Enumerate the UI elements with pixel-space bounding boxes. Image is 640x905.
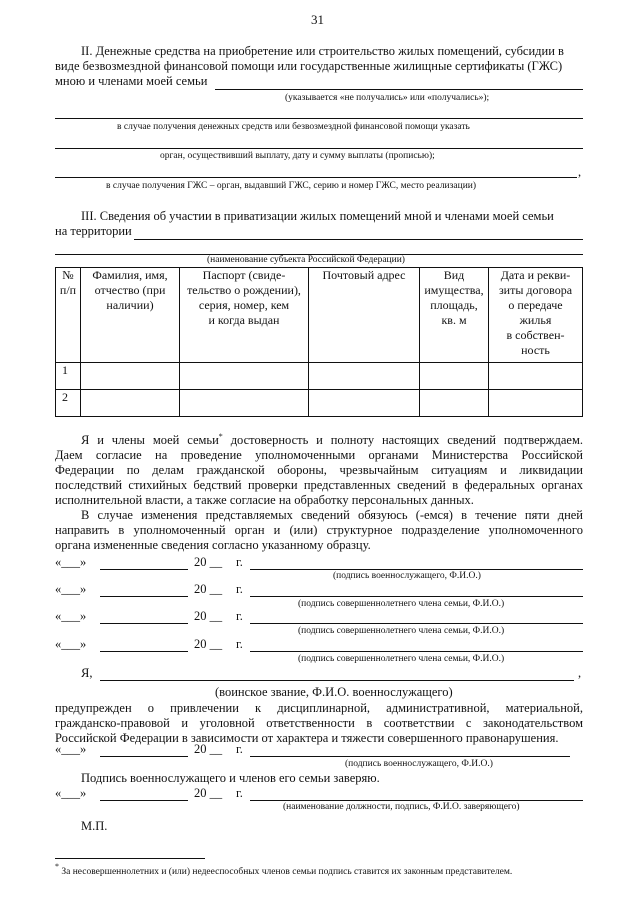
sig2-caption: (подпись совершеннолетнего члена семьи, Ф.И.О.): [298, 599, 505, 609]
section2-hint1: (указывается «не получались» или «получались»);: [285, 93, 490, 103]
section2-end-comma: ,: [578, 165, 582, 179]
row-number: 2: [56, 390, 81, 417]
footnote-star: *: [55, 862, 59, 871]
quote-open: «: [55, 555, 62, 569]
day-blank[interactable]: ___: [61, 742, 80, 756]
header-number: [56, 268, 81, 363]
section2-line3: мною и членами моей семьи: [55, 74, 208, 88]
header-passport-l1: Паспорт (свиде-: [202, 268, 286, 282]
sig1-signature-field[interactable]: [250, 569, 583, 570]
confirm-line1: [81, 433, 583, 448]
year-prefix: 20: [194, 786, 207, 800]
header-contract-l6: ность: [521, 343, 550, 357]
sig6-year: [194, 786, 222, 801]
quote-close: »: [80, 786, 87, 800]
sig1-month-field[interactable]: [100, 569, 188, 570]
footnote-marker: *: [218, 432, 223, 441]
sig6-month-field[interactable]: [100, 800, 188, 801]
quote-open: «: [55, 582, 62, 596]
header-contract-l4: жилья: [519, 313, 552, 327]
day-blank[interactable]: ___: [61, 637, 80, 651]
sig6-date: [55, 786, 86, 801]
header-passport-l4: и когда выдан: [208, 313, 280, 327]
table-cell[interactable]: [489, 390, 583, 417]
confirm-line1a: Я и члены моей семьи: [81, 433, 219, 447]
sig5-date: [55, 742, 86, 757]
header-property-l4: кв. м: [441, 313, 467, 327]
change-line1: В случае изменения представляемых сведений обязуюсь (-емся) в течение пяти дней: [81, 508, 583, 522]
day-blank[interactable]: ___: [61, 582, 80, 596]
quote-close: »: [80, 742, 87, 756]
sig4-month-field[interactable]: [100, 651, 188, 652]
sig6-signature-field[interactable]: [250, 800, 583, 801]
sig2-year: [194, 582, 222, 597]
sig2-month-field[interactable]: [100, 596, 188, 597]
section2-line-field-2[interactable]: [55, 118, 583, 119]
sig1-g: г.: [236, 555, 243, 569]
sig6-g: г.: [236, 786, 243, 800]
section3-hint: (наименование субъекта Российской Федерации): [207, 255, 405, 265]
stamp-place: М.П.: [81, 819, 108, 833]
section2-line-field-3[interactable]: [55, 148, 583, 149]
page-number: 31: [311, 12, 324, 27]
warning-ya: Я,: [81, 666, 93, 680]
sig2-g: г.: [236, 582, 243, 596]
table-cell[interactable]: [81, 390, 180, 417]
sig1-caption: (подпись военнослужащего, Ф.И.О.): [333, 571, 481, 581]
header-contract-l3: о передаче: [508, 298, 563, 312]
header-property: [420, 268, 489, 363]
sig3-month-field[interactable]: [100, 623, 188, 624]
sig5-g: г.: [236, 742, 243, 756]
year-blank[interactable]: __: [209, 637, 223, 651]
year-prefix: 20: [194, 582, 207, 596]
sig3-signature-field[interactable]: [250, 623, 583, 624]
warning-comma: ,: [578, 666, 582, 680]
quote-close: »: [80, 637, 87, 651]
table-row: [56, 363, 583, 390]
section2-line2: виде безвозмездной финансовой помощи или государственные жилищные сертификаты (ГЖС): [55, 59, 563, 73]
received-field[interactable]: [215, 89, 583, 90]
day-blank[interactable]: ___: [61, 609, 80, 623]
warning-line3: Российской Федерации в зависимости от характера и тяжести совершенного правонарушения.: [55, 731, 559, 745]
sig3-caption: (подпись совершеннолетнего члена семьи, Ф.И.О.): [298, 626, 505, 636]
table-cell[interactable]: [309, 390, 420, 417]
section2-line-field-4[interactable]: [55, 177, 577, 178]
year-prefix: 20: [194, 742, 207, 756]
sig3-year: [194, 609, 222, 624]
day-blank[interactable]: ___: [61, 555, 80, 569]
sig2-date: [55, 582, 86, 597]
sig1-year: [194, 555, 222, 570]
year-prefix: 20: [194, 637, 207, 651]
table-row: [56, 390, 583, 417]
quote-open: «: [55, 609, 62, 623]
sig4-caption: (подпись совершеннолетнего члена семьи, Ф.И.О.): [298, 654, 505, 664]
quote-open: «: [55, 786, 62, 800]
header-contract: [489, 268, 583, 363]
confirm-line3: Федерации по делам гражданской обороны, чрезвычайным ситуациям и ликвидации: [55, 463, 583, 477]
footnote-text: За несовершеннолетних и (или) недееспособных членов семьи подпись ставится их законным представителем.: [61, 867, 513, 877]
certify-caption: (наименование должности, подпись, Ф.И.О. заверяющего): [283, 802, 520, 812]
table-cell[interactable]: [180, 390, 309, 417]
table-cell[interactable]: [309, 363, 420, 390]
rank-name-field[interactable]: [100, 680, 574, 681]
confirm-line4: последствий стихийных бедствий проверки представленных сведений в федеральных органах: [55, 478, 583, 492]
year-blank[interactable]: __: [209, 786, 223, 800]
header-number-l2: п/п: [59, 283, 77, 297]
sig4-signature-field[interactable]: [250, 651, 583, 652]
header-name: [81, 268, 180, 363]
section2-hint3: орган, осуществивший выплату, дату и сумму выплаты (прописью);: [160, 151, 435, 161]
sig5-year: [194, 742, 222, 757]
table-cell[interactable]: [420, 390, 489, 417]
warning-hint: (воинское звание, Ф.И.О. военнослужащего): [215, 685, 453, 699]
sig4-date: [55, 637, 86, 652]
header-passport-l2: тельство о рождении),: [187, 283, 301, 297]
territory-field[interactable]: [134, 239, 583, 240]
header-passport-l3: серия, номер, кем: [198, 298, 290, 312]
table-cell[interactable]: [81, 363, 180, 390]
privatization-table: [55, 267, 583, 417]
header-name-l2: отчество (при: [94, 283, 166, 297]
quote-close: »: [80, 582, 87, 596]
section2-hint2: в случае получения денежных средств или безвозмездной финансовой помощи указать: [117, 122, 470, 132]
header-property-l3: площадь,: [430, 298, 478, 312]
sig4-g: г.: [236, 637, 243, 651]
section3-line1: III. Сведения об участии в приватизации жилых помещений мной и членами моей семьи: [81, 209, 554, 223]
confirm-line2: Даем согласие на проведение уполномоченными органами Министерства Российской: [55, 448, 583, 462]
header-contract-l1: Дата и рекви-: [500, 268, 571, 282]
day-blank[interactable]: ___: [61, 786, 80, 800]
change-line2: направить в уполномоченный орган и (или) структурное подразделение уполномоченного: [55, 523, 583, 537]
sig5-signature-field[interactable]: [250, 756, 570, 757]
sig1-date: [55, 555, 86, 570]
header-property-l1: Вид: [443, 268, 465, 282]
year-blank[interactable]: __: [209, 609, 223, 623]
year-prefix: 20: [194, 609, 207, 623]
section2-line1: II. Денежные средства на приобретение или строительство жилых помещений, субсидии в: [81, 44, 564, 58]
sig5-month-field[interactable]: [100, 756, 188, 757]
header-name-l3: наличии): [106, 298, 154, 312]
section3-line2: на территории: [55, 224, 132, 238]
table-cell[interactable]: [180, 363, 309, 390]
warning-line2: гражданско-правовой и уголовной ответственности в соответствии с законодательством: [55, 716, 583, 730]
year-blank[interactable]: __: [209, 742, 223, 756]
header-property-l2: имущества,: [424, 283, 484, 297]
year-blank[interactable]: __: [209, 555, 223, 569]
header-name-l1: Фамилия, имя,: [92, 268, 168, 282]
header-passport: [180, 268, 309, 363]
table-cell[interactable]: [420, 363, 489, 390]
quote-close: »: [80, 609, 87, 623]
sig5-caption: (подпись военнослужащего, Ф.И.О.): [345, 759, 493, 769]
header-address: [309, 268, 420, 363]
quote-open: «: [55, 742, 62, 756]
sig2-signature-field[interactable]: [250, 596, 583, 597]
table-cell[interactable]: [489, 363, 583, 390]
header-address-l1: Почтовый адрес: [322, 268, 406, 282]
change-line3: органа измененные сведения согласно указанному образцу.: [55, 538, 371, 552]
section2-hint4: в случае получения ГЖС – орган, выдавший ГЖС, серию и номер ГЖС, место реализации): [106, 181, 477, 191]
footnote-divider: [55, 858, 205, 859]
quote-close: »: [80, 555, 87, 569]
confirm-line5: исполнительной власти, а также согласие на обработку персональных данных.: [55, 493, 474, 507]
header-contract-l2: зиты договора: [498, 283, 573, 297]
footnote: [55, 862, 513, 877]
sig3-date: [55, 609, 86, 624]
header-contract-l5: в собствен-: [506, 328, 565, 342]
year-prefix: 20: [194, 555, 207, 569]
header-number-l1: №: [62, 268, 74, 282]
table-header-row: [56, 268, 583, 363]
sig4-year: [194, 637, 222, 652]
sig3-g: г.: [236, 609, 243, 623]
row-number: 1: [56, 363, 81, 390]
quote-open: «: [55, 637, 62, 651]
warning-line1: предупрежден о привлечении к дисциплинарной, административной, материальной,: [55, 701, 583, 715]
year-blank[interactable]: __: [209, 582, 223, 596]
confirm-line1b: достоверность и полноту настоящих сведений подтверждаем.: [230, 433, 584, 447]
certify-text: Подпись военнослужащего и членов его семьи заверяю.: [81, 771, 380, 785]
